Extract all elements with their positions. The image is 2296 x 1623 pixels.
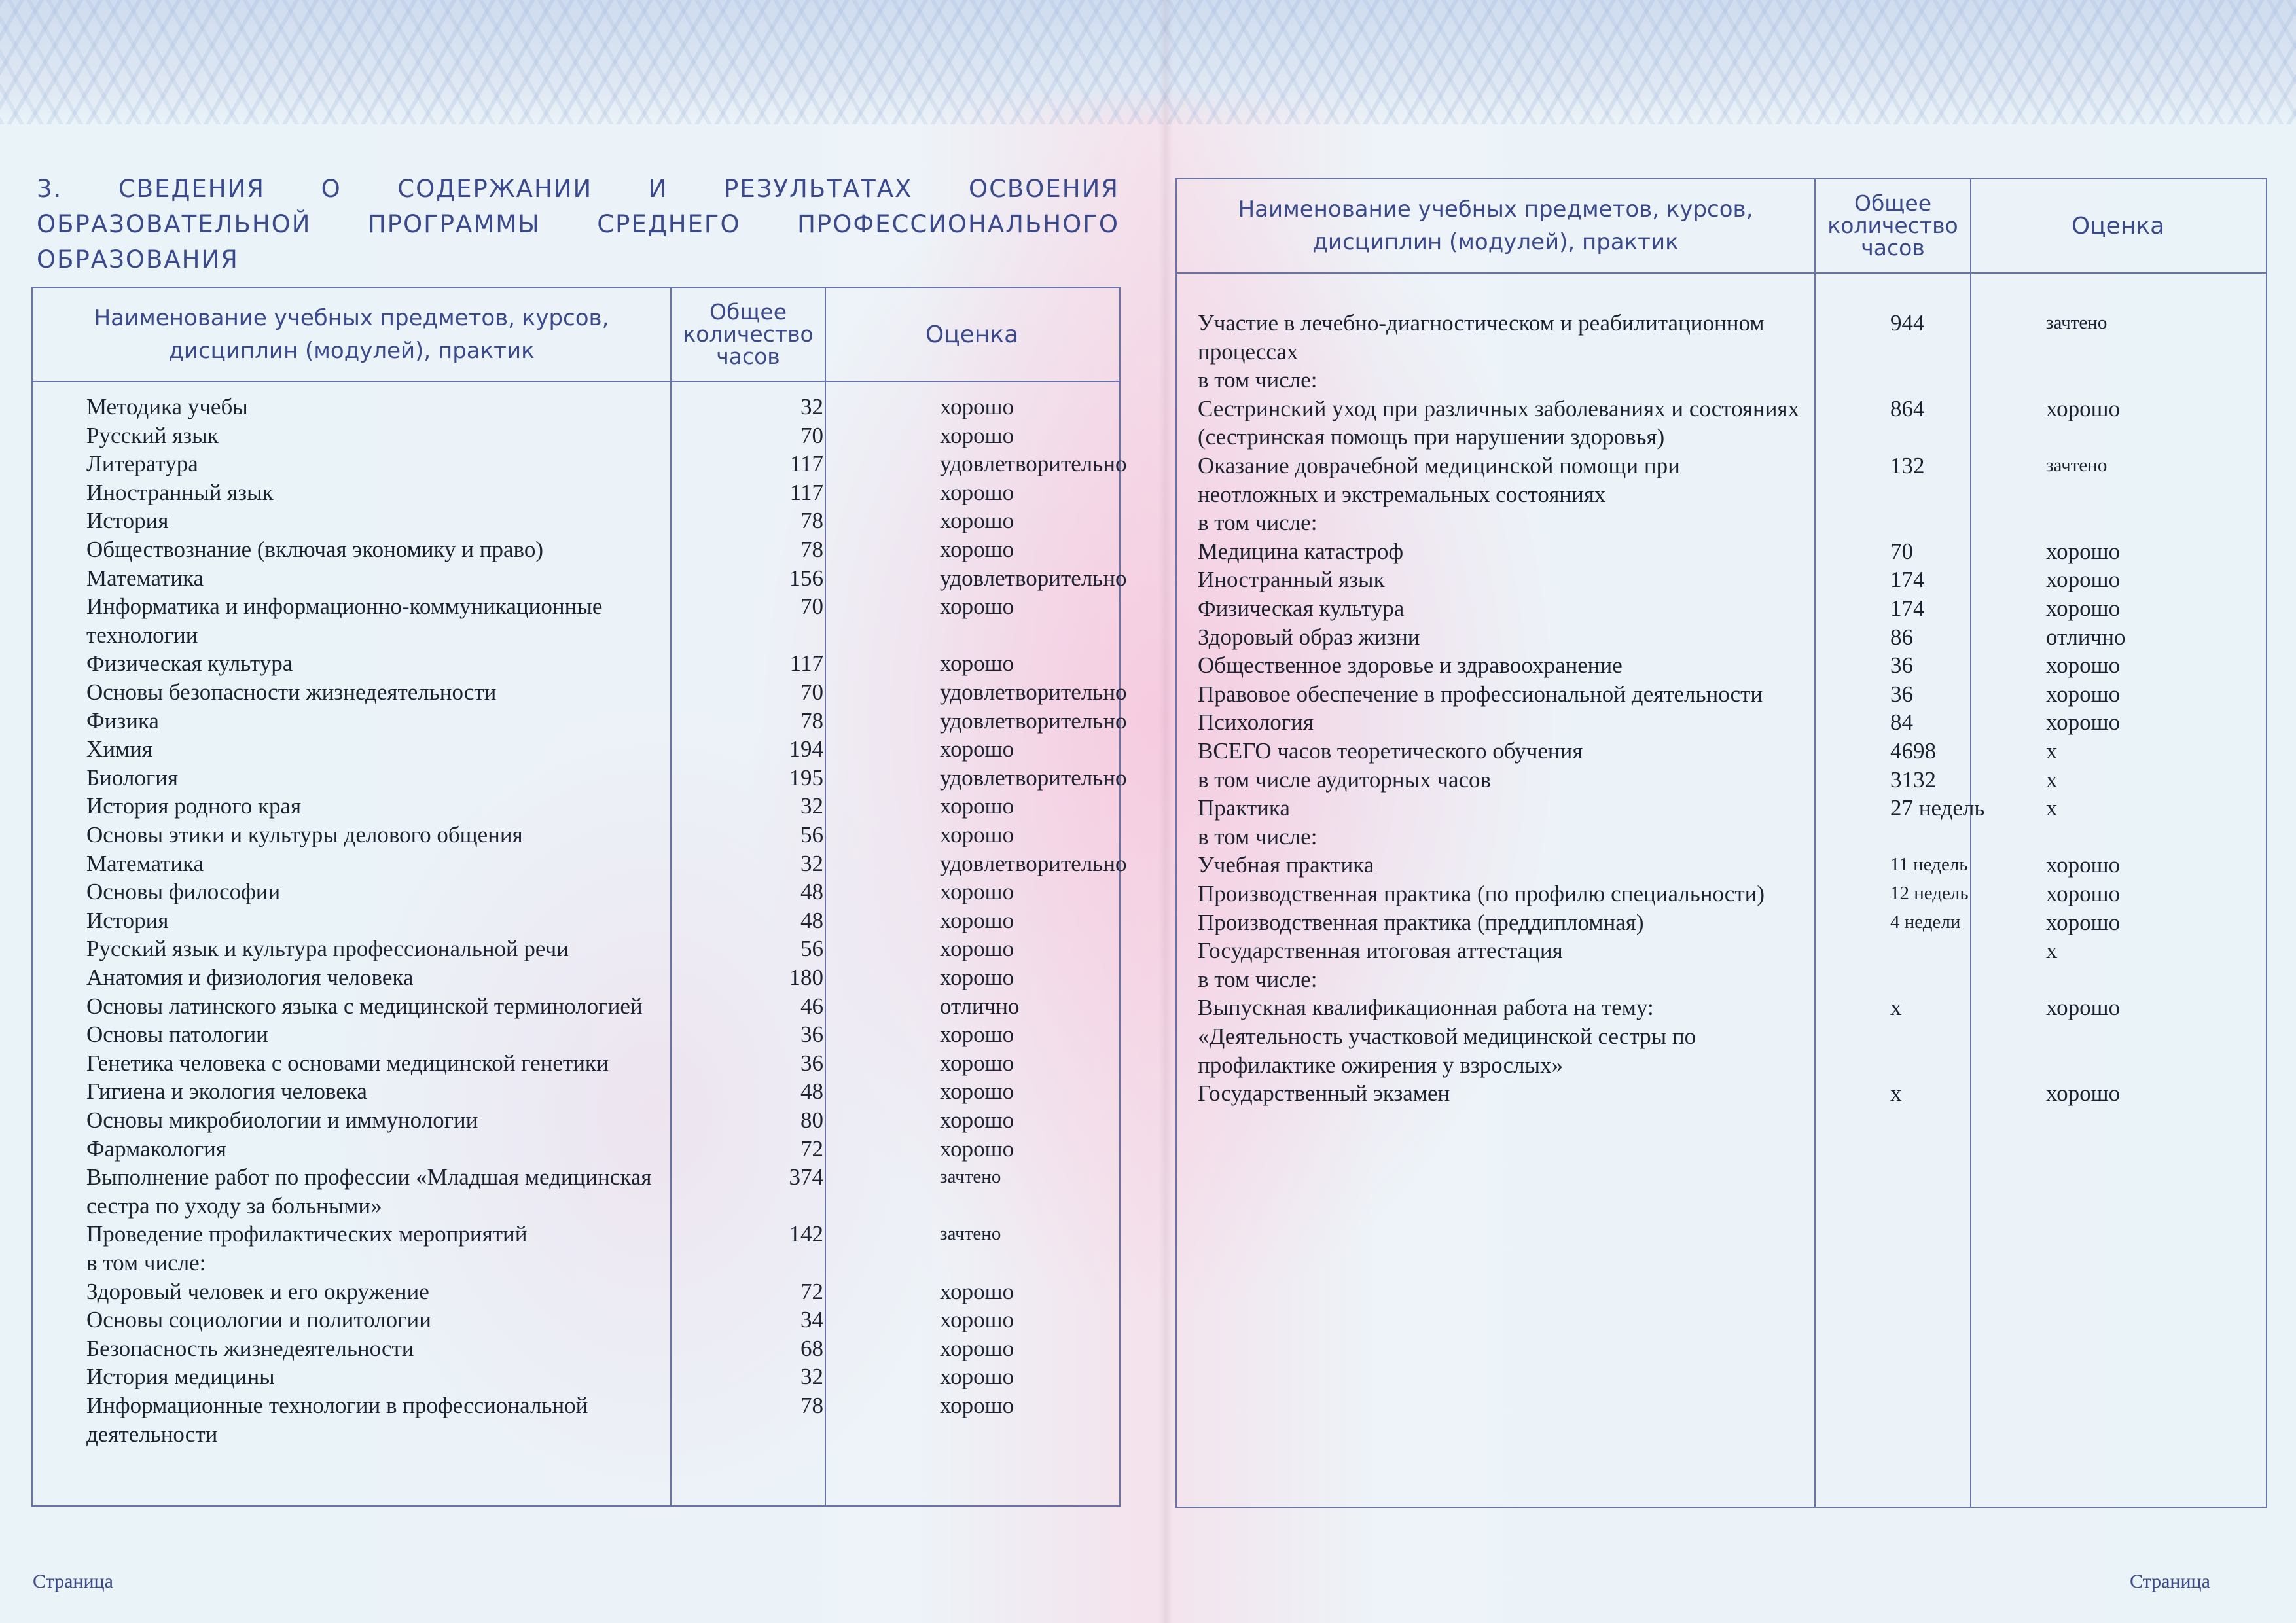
subject-name: Анатомия и физиология человека: [86, 965, 414, 990]
header-grade: Оценка: [925, 321, 1019, 348]
hours-cell: 180: [789, 965, 823, 990]
footer-page-label-left: Страница: [33, 1571, 113, 1592]
hours-cell: 70: [800, 594, 823, 620]
header-grade: Оценка: [2071, 212, 2165, 240]
subject-name: в том числе:: [1198, 966, 1318, 992]
grade-cell: хорошо: [2046, 567, 2121, 593]
grade-cell: хорошо: [940, 508, 1014, 534]
subject-name: неотложных и экстремальных состояниях: [1198, 481, 1606, 507]
hours-cell: 72: [800, 1135, 823, 1162]
hours-cell: 32: [800, 394, 823, 419]
column-divider: [825, 288, 826, 1505]
grade-cell: хорошо: [2046, 909, 2121, 935]
subject-name: Математика: [86, 850, 204, 876]
hours-cell: 4 недели: [1890, 911, 1961, 933]
subject-name: в том числе:: [1198, 823, 1318, 849]
hours-cell: 4698: [1890, 738, 1936, 764]
hours-cell: 864: [1890, 395, 1925, 421]
subject-name: в том числе:: [1198, 367, 1318, 393]
subject-name: Русский язык: [86, 422, 219, 448]
subject-name: Фармакология: [86, 1135, 227, 1162]
hours-cell: 84: [1890, 709, 1913, 736]
grade-cell: хорошо: [940, 594, 1014, 620]
grade-cell: хорошо: [940, 822, 1014, 847]
grade-cell: удовлетворительно: [940, 679, 1127, 705]
grade-cell: хорошо: [940, 1364, 1014, 1390]
grade-cell: удовлетворительно: [940, 707, 1127, 734]
hours-cell: 80: [800, 1107, 823, 1133]
hours-cell: 374: [789, 1164, 823, 1190]
grade-cell: удовлетворительно: [940, 764, 1127, 791]
hours-cell: 48: [800, 1079, 823, 1105]
grade-cell: хорошо: [940, 936, 1014, 962]
subject-name: технологии: [86, 622, 198, 648]
subject-name: Информационные технологии в профессиональной: [86, 1393, 588, 1418]
subject-name: Иностранный язык: [86, 479, 274, 505]
grade-cell: зачтено: [2046, 312, 2108, 333]
grade-cell: хорошо: [940, 651, 1014, 677]
grade-cell: хорошо: [940, 394, 1014, 419]
subject-name: Безопасность жизнедеятельности: [86, 1335, 414, 1361]
page-fold: [1158, 0, 1173, 1623]
grade-cell: хорошо: [940, 1135, 1014, 1162]
header-hours: Общее количество часов: [683, 299, 814, 369]
subject-name: Гигиена и экология человека: [86, 1079, 367, 1105]
subject-name: Здоровый человек и его окружение: [86, 1278, 429, 1304]
hours-cell: 36: [800, 1022, 823, 1048]
header-divider: [33, 381, 1119, 382]
hours-cell: 117: [789, 479, 823, 505]
grade-cell: хорошо: [940, 422, 1014, 448]
grade-cell: хорошо: [940, 793, 1014, 819]
hours-cell: 72: [800, 1278, 823, 1304]
footer-page-label-right: Страница: [2130, 1571, 2210, 1592]
subject-name: Сестринский уход при различных заболеваниях и состояниях: [1198, 395, 1800, 421]
subject-name: в том числе:: [1198, 510, 1318, 536]
hours-cell: x: [1890, 995, 1902, 1021]
hours-cell: 27 недель: [1890, 795, 1985, 821]
subject-name: Генетика человека с основами медицинской генетики: [86, 1050, 609, 1076]
subject-name: Обществознание (включая экономику и право): [86, 537, 543, 562]
grade-cell: x: [2046, 938, 2058, 964]
subject-name: История медицины: [86, 1364, 275, 1390]
hours-cell: 174: [1890, 596, 1925, 621]
grade-cell: хорошо: [940, 537, 1014, 562]
grade-cell: хорошо: [940, 879, 1014, 905]
hours-cell: 86: [1890, 624, 1913, 650]
subject-name: процессах: [1198, 338, 1299, 365]
hours-cell: 132: [1890, 453, 1925, 478]
grade-cell: хорошо: [2046, 995, 2121, 1021]
header-name: Наименование учебных предметов, курсов, дисциплин (модулей), практик: [1238, 196, 1753, 255]
grade-cell: удовлетворительно: [940, 565, 1127, 591]
subject-name: Здоровый образ жизни: [1198, 624, 1420, 650]
hours-cell: 78: [800, 508, 823, 534]
subject-name: Практика: [1198, 795, 1290, 821]
subject-name: Проведение профилактических мероприятий: [86, 1221, 528, 1247]
subject-name: Физика: [86, 707, 159, 734]
hours-cell: 32: [800, 850, 823, 876]
subject-name: История: [86, 907, 169, 933]
column-divider: [670, 288, 672, 1505]
hours-cell: 944: [1890, 310, 1925, 336]
grade-cell: хорошо: [2046, 681, 2121, 707]
subject-name: Основы латинского языка с медицинской терминологией: [86, 993, 643, 1019]
hours-cell: 117: [789, 451, 823, 477]
subject-name: Психология: [1198, 709, 1314, 736]
hours-cell: 32: [800, 793, 823, 819]
hours-cell: 3132: [1890, 766, 1936, 793]
grade-cell: хорошо: [940, 1079, 1014, 1105]
subject-name: в том числе:: [86, 1250, 206, 1275]
grade-cell: отлично: [940, 993, 1020, 1019]
hours-cell: 34: [800, 1307, 823, 1333]
hours-cell: 70: [1890, 538, 1913, 564]
subject-name: Основы микробиологии и иммунологии: [86, 1107, 478, 1133]
grade-cell: хорошо: [940, 1278, 1014, 1304]
hours-cell: 56: [800, 936, 823, 962]
subject-name: Информатика и информационно-коммуникационные: [86, 594, 603, 620]
hours-cell: 56: [800, 822, 823, 847]
grade-cell: хорошо: [940, 965, 1014, 990]
subject-name: ВСЕГО часов теоретического обучения: [1198, 738, 1583, 764]
column-divider: [1814, 179, 1816, 1507]
subject-name: Выпускная квалификационная работа на тему:: [1198, 995, 1654, 1021]
subject-name: Основы патологии: [86, 1022, 268, 1048]
subject-name: деятельности: [86, 1421, 218, 1447]
grade-cell: хорошо: [940, 479, 1014, 505]
header-hours: Общее количество часов: [1827, 190, 1958, 260]
subject-name: Физическая культура: [86, 651, 293, 677]
subject-name: История родного края: [86, 793, 302, 819]
subject-name: Литература: [86, 451, 198, 477]
subject-name: Основы социологии и политологии: [86, 1307, 431, 1333]
subject-name: сестра по уходу за больными»: [86, 1192, 382, 1219]
hours-cell: 117: [789, 651, 823, 677]
grade-cell: хорошо: [940, 1050, 1014, 1076]
subject-name: Физическая культура: [1198, 596, 1405, 621]
subject-name: Оказание доврачебной медицинской помощи при: [1198, 453, 1680, 478]
subject-name: История: [86, 508, 169, 534]
subject-name: Медицина катастроф: [1198, 538, 1404, 564]
grade-cell: хорошо: [2046, 652, 2121, 679]
hours-cell: 36: [800, 1050, 823, 1076]
grade-cell: хорошо: [940, 1335, 1014, 1361]
grade-cell: x: [2046, 795, 2058, 821]
hours-cell: 78: [800, 1393, 823, 1418]
subject-name: Основы философии: [86, 879, 281, 905]
subject-name: профилактике ожирения у взрослых»: [1198, 1052, 1564, 1078]
security-pattern-band: [0, 0, 2296, 124]
subject-name: (сестринская помощь при нарушении здоровья): [1198, 424, 1665, 450]
column-divider: [1970, 179, 1971, 1507]
subject-name: Математика: [86, 565, 204, 591]
grade-cell: хорошо: [2046, 395, 2121, 421]
hours-cell: 70: [800, 679, 823, 705]
header-divider: [1177, 272, 2266, 274]
subject-name: Иностранный язык: [1198, 567, 1385, 593]
subject-name: Выполнение работ по профессии «Младшая медицинская: [86, 1164, 652, 1190]
hours-cell: 78: [800, 707, 823, 734]
hours-cell: 48: [800, 907, 823, 933]
subject-name: Государственный экзамен: [1198, 1080, 1450, 1107]
header-name: Наименование учебных предметов, курсов, дисциплин (модулей), практик: [94, 305, 609, 364]
hours-cell: 70: [800, 422, 823, 448]
hours-cell: 156: [789, 565, 823, 591]
grade-cell: x: [2046, 738, 2058, 764]
grade-cell: удовлетворительно: [940, 451, 1127, 477]
grade-cell: хорошо: [940, 907, 1014, 933]
hours-cell: 36: [1890, 681, 1913, 707]
hours-cell: 78: [800, 537, 823, 562]
grade-cell: хорошо: [940, 1393, 1014, 1418]
subject-name: Производственная практика (по профилю специальности): [1198, 881, 1765, 906]
grade-cell: хорошо: [940, 1022, 1014, 1048]
grade-cell: зачтено: [940, 1166, 1001, 1188]
subject-name: Государственная итоговая аттестация: [1198, 938, 1563, 964]
grade-cell: хорошо: [2046, 881, 2121, 906]
hours-cell: 46: [800, 993, 823, 1019]
subject-name: Общественное здоровье и здравоохранение: [1198, 652, 1623, 679]
subject-name: Правовое обеспечение в профессиональной деятельности: [1198, 681, 1763, 707]
hours-cell: 142: [789, 1221, 823, 1247]
hours-cell: 68: [800, 1335, 823, 1361]
subject-name: Основы безопасности жизнедеятельности: [86, 679, 497, 705]
hours-cell: 12 недель: [1890, 883, 1969, 904]
subject-name: Методика учебы: [86, 394, 248, 419]
subject-name: Русский язык и культура профессиональной речи: [86, 936, 569, 962]
grade-cell: x: [2046, 766, 2058, 793]
grade-cell: хорошо: [2046, 1080, 2121, 1107]
hours-cell: 48: [800, 879, 823, 905]
subject-name: Биология: [86, 764, 179, 791]
grade-cell: хорошо: [2046, 596, 2121, 621]
hours-cell: 11 недель: [1890, 854, 1968, 876]
subject-name: Производственная практика (преддипломная): [1198, 909, 1644, 935]
subject-name: Участие в лечебно-диагностическом и реабилитационном: [1198, 310, 1765, 336]
subject-name: «Деятельность участковой медицинской сестры по: [1198, 1024, 1696, 1049]
hours-cell: 36: [1890, 652, 1913, 679]
grade-cell: удовлетворительно: [940, 850, 1127, 876]
hours-cell: x: [1890, 1080, 1902, 1107]
hours-cell: 32: [800, 1364, 823, 1390]
subject-name: Химия: [86, 736, 152, 762]
subject-name: в том числе аудиторных часов: [1198, 766, 1492, 793]
grade-cell: хорошо: [2046, 709, 2121, 736]
section-title: 3. СВЕДЕНИЯ О СОДЕРЖАНИИ И РЕЗУЛЬТАТАХ ОСВОЕНИЯ ОБРАЗОВАТЕЛЬНОЙ ПРОГРАММЫ СРЕДНЕГО ПРОФЕССИОНАЛЬНОГО ОБРАЗОВАНИЯ: [37, 175, 1119, 274]
grade-cell: отлично: [2046, 624, 2126, 650]
hours-cell: 174: [1890, 567, 1925, 593]
grade-cell: хорошо: [2046, 852, 2121, 878]
subject-name: Учебная практика: [1198, 852, 1374, 878]
grade-cell: хорошо: [2046, 538, 2121, 564]
subject-name: Основы этики и культуры делового общения: [86, 822, 523, 847]
grade-cell: зачтено: [2046, 455, 2108, 476]
hours-cell: 195: [789, 764, 823, 791]
grade-cell: зачтено: [940, 1223, 1001, 1245]
grade-cell: хорошо: [940, 1307, 1014, 1333]
hours-cell: 194: [789, 736, 823, 762]
right-grades-table: [1175, 178, 2267, 1508]
grade-cell: хорошо: [940, 736, 1014, 762]
grade-cell: хорошо: [940, 1107, 1014, 1133]
